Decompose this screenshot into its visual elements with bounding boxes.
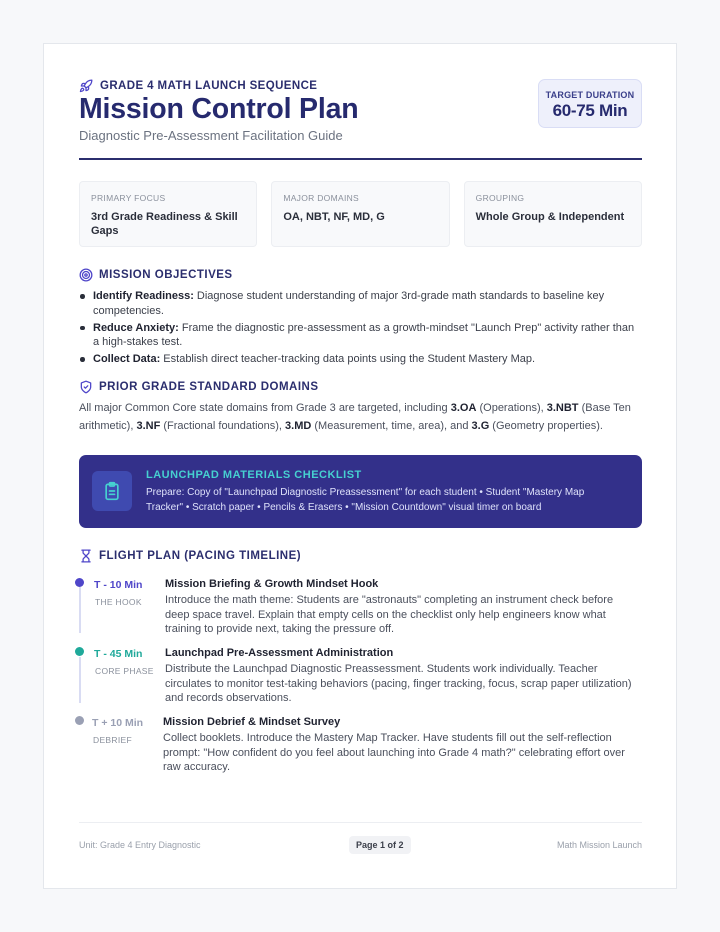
timeline-connector xyxy=(79,587,81,633)
flight-heading xyxy=(79,549,301,563)
card-grouping xyxy=(464,181,642,247)
step-desc: Distribute the Launchpad Diagnostic Preassessment. Students work individually. Teacher circulates to monitor test-taking behaviors (pacing, finger tracking, focus, scrap paper utilization) and records observations. xyxy=(165,663,632,704)
section-title: MISSION OBJECTIVES xyxy=(99,269,233,281)
timeline-connector xyxy=(79,657,81,703)
timeline-dot xyxy=(75,716,84,725)
list-item xyxy=(79,352,642,367)
text-segment: (Measurement, time, area), and xyxy=(311,419,472,432)
card-major-domains xyxy=(271,181,449,247)
step-time: T - 10 Min xyxy=(94,579,143,591)
clipboard-icon xyxy=(92,471,132,511)
target-icon xyxy=(79,268,93,282)
text-segment: (Fractional foundations), xyxy=(160,419,286,432)
domain-code: 3.NF xyxy=(136,419,161,432)
step-time: T + 10 Min xyxy=(92,717,144,729)
objective-lead: Collect Data: xyxy=(93,353,161,365)
document-page xyxy=(43,43,677,889)
objectives-list xyxy=(79,289,642,369)
launchpad-text: Prepare: Copy of "Launchpad Diagnostic Preassessment" for each student • Student "Mastery Map Tracker" • Scratch paper • Pencils & Erasers • "Mission Countdown" visual timer on board xyxy=(146,487,585,513)
domain-code: 3.OA xyxy=(450,402,477,414)
duration-label: TARGET DURATION xyxy=(545,90,635,100)
card-primary-focus xyxy=(79,181,257,247)
domain-code: 3.MD xyxy=(285,419,312,432)
step-title: Mission Briefing & Growth Mindset Hook xyxy=(165,578,379,590)
domain-code: 3.NBT xyxy=(546,402,579,414)
step-phase: CORE PHASE xyxy=(95,666,154,676)
text-segment: (Base Ten arithmetic), xyxy=(79,402,631,432)
card-value: OA, NBT, NF, MD, G xyxy=(283,211,385,223)
text-segment: (Geometry properties). xyxy=(489,419,603,432)
prior-heading xyxy=(79,380,319,394)
header-divider xyxy=(79,158,642,160)
prior-paragraph xyxy=(79,400,642,435)
step-title: Launchpad Pre-Assessment Administration xyxy=(165,647,394,659)
objective-text: Diagnose student understanding of major 3rd-grade math standards to baseline key competencies. xyxy=(93,290,605,317)
page-number: Page 1 of 2 xyxy=(349,836,411,854)
launchpad-heading: LAUNCHPAD MATERIALS CHECKLIST xyxy=(146,469,362,481)
list-item xyxy=(79,289,642,318)
section-title: PRIOR GRADE STANDARD DOMAINS xyxy=(99,381,319,393)
text-segment: All major Common Core state domains from Grade 3 are targeted, including xyxy=(79,402,451,414)
timeline-dot xyxy=(75,647,84,656)
timeline-dot xyxy=(75,578,84,587)
step-time: T - 45 Min xyxy=(94,648,143,660)
step-phase: DEBRIEF xyxy=(93,735,132,745)
duration-badge xyxy=(538,79,642,128)
footer-title: Math Mission Launch xyxy=(556,840,642,850)
page-title: Mission Control Plan xyxy=(79,93,359,125)
footer-unit: Unit: Grade 4 Entry Diagnostic xyxy=(79,840,201,850)
objective-lead: Reduce Anxiety: xyxy=(93,321,179,334)
card-label: GROUPING xyxy=(475,193,525,203)
card-label: MAJOR DOMAINS xyxy=(283,193,360,203)
step-title: Mission Debrief & Mindset Survey xyxy=(163,716,341,728)
footer-divider xyxy=(79,822,642,823)
step-desc: Collect booklets. Introduce the Mastery Map Tracker. Have students fill out the self-reflection prompt: "How confident do you feel about launching into Grade 4 math?" celebrating effort over raw accuracy. xyxy=(163,732,625,773)
step-desc: Introduce the math theme: Students are "astronauts" completing an instrument check before deep space travel. Explain that empty cells on the checklist only help engineers know what training to provide next, taking the pressure off. xyxy=(165,594,614,635)
objective-text: Frame the diagnostic pre-assessment as a growth-mindset "Launch Prep" activity rather than a high-stakes test. xyxy=(93,321,635,348)
objective-text: Establish direct teacher-tracking data points using the Student Mastery Map. xyxy=(160,353,536,365)
list-item xyxy=(79,321,642,350)
shield-icon xyxy=(79,380,93,394)
eyebrow-text: GRADE 4 MATH LAUNCH SEQUENCE xyxy=(100,80,318,92)
domain-code: 3.G xyxy=(471,419,490,432)
hourglass-icon xyxy=(79,549,93,563)
rocket-icon xyxy=(79,79,93,93)
summary-cards xyxy=(79,181,642,247)
eyebrow xyxy=(79,79,317,93)
card-label: PRIMARY FOCUS xyxy=(91,193,166,203)
page-subtitle: Diagnostic Pre-Assessment Facilitation Guide xyxy=(79,128,343,143)
card-value: Whole Group & Independent xyxy=(475,211,625,223)
text-segment: (Operations), xyxy=(476,402,547,414)
page-content xyxy=(79,44,642,888)
objective-lead: Identify Readiness: xyxy=(93,290,194,302)
card-value: 3rd Grade Readiness & Skill Gaps xyxy=(91,211,238,237)
launchpad-checklist xyxy=(79,455,642,528)
objectives-heading xyxy=(79,268,233,282)
step-phase: THE HOOK xyxy=(95,597,142,607)
duration-value: 60-75 Min xyxy=(552,101,628,120)
section-title: FLIGHT PLAN (PACING TIMELINE) xyxy=(99,550,302,562)
